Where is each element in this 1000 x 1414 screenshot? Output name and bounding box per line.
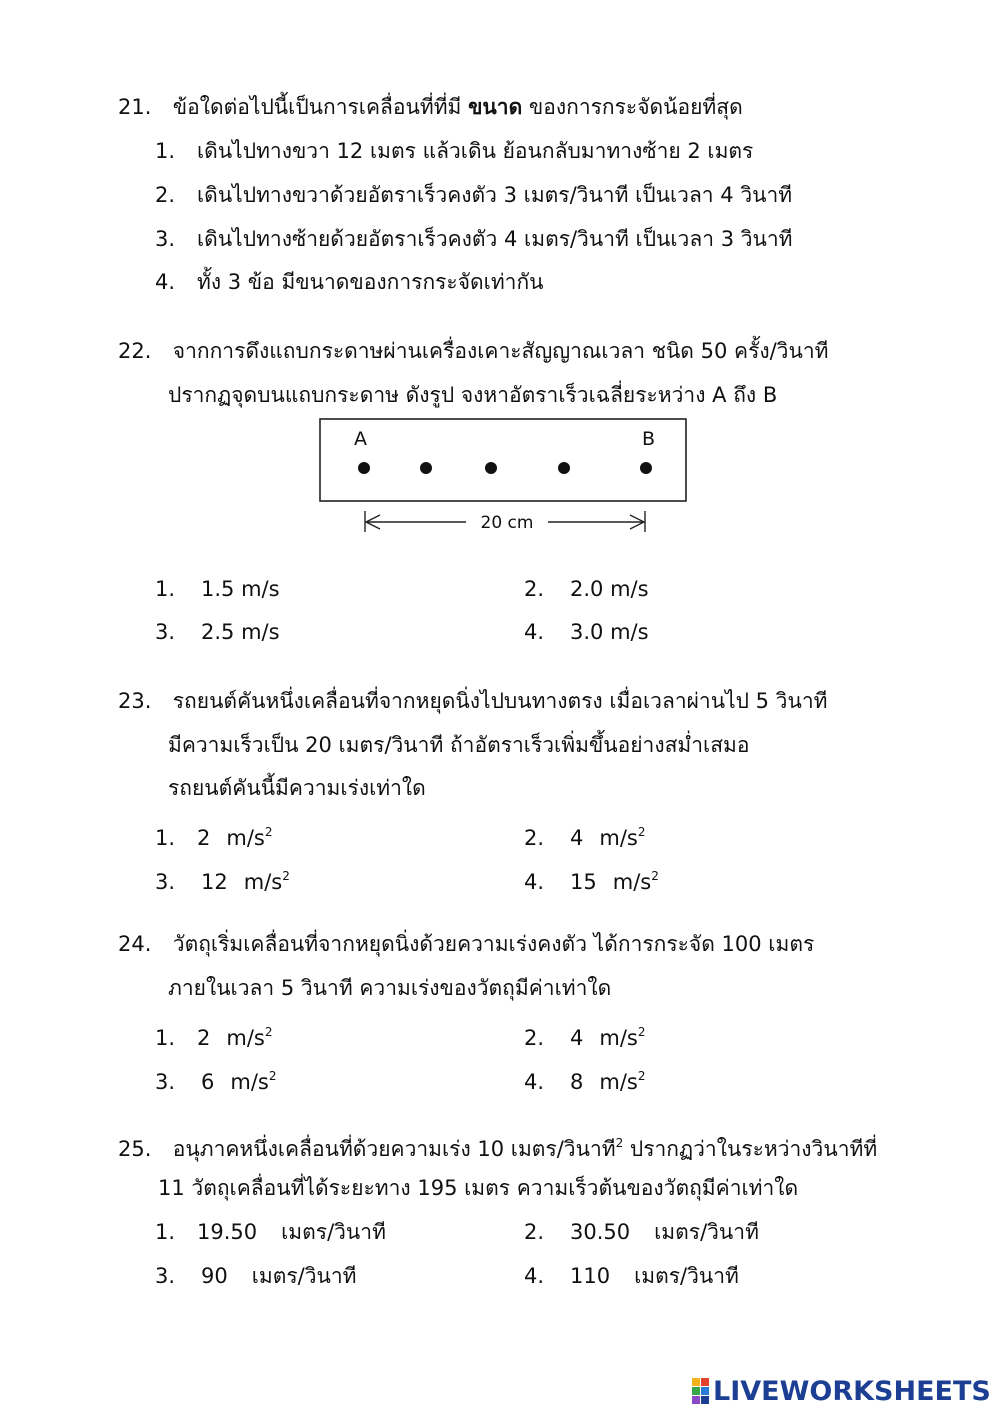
option-number: 2. <box>524 1220 545 1244</box>
question-23-stem <box>118 686 827 716</box>
question-text: รถยนต์คันนี้มีความเร่งเท่าใด <box>168 776 426 800</box>
option-24-2[interactable] <box>524 1017 646 1053</box>
option-22-2[interactable] <box>524 574 649 604</box>
option-exponent: 2 <box>637 1025 646 1039</box>
option-21-4[interactable] <box>155 267 544 297</box>
question-text: ปรากฏจุดบนแถบกระดาษ ดังรูป จงหาอัตราเร็วเฉลี่ยระหว่าง A ถึง B <box>168 383 778 407</box>
option-value: 4 <box>570 1026 584 1050</box>
option-value: 90 <box>201 1264 228 1288</box>
distance-label: 20 cm <box>480 513 534 533</box>
option-unit: m/s <box>226 1026 265 1050</box>
option-number: 1. <box>155 1026 176 1050</box>
option-value: 2 <box>197 1026 211 1050</box>
question-text: 11 วัตถุเคลื่อนที่ได้ระยะทาง 195 เมตร ความเร็วต้นของวัตถุมีค่าเท่าใด <box>158 1176 799 1200</box>
option-text: 1.5 m/s <box>201 577 280 601</box>
option-number: 3. <box>155 870 176 894</box>
tape-dot <box>358 462 370 474</box>
question-number: 25. <box>118 1137 152 1161</box>
option-unit: เมตร/วินาที <box>281 1220 386 1244</box>
logo-block <box>701 1378 709 1386</box>
option-exponent: 2 <box>637 825 646 839</box>
option-exponent: 2 <box>651 869 659 883</box>
option-value: 30.50 <box>570 1220 631 1244</box>
tape-dot <box>640 462 652 474</box>
option-number: 2. <box>524 826 545 850</box>
option-22-4[interactable] <box>524 617 649 647</box>
option-number: 1. <box>155 826 176 850</box>
logo-block <box>692 1378 700 1386</box>
question-text: จากการดึงแถบกระดาษผ่านเครื่องเคาะสัญญาณเวลา ชนิด 50 ครั้ง/วินาที <box>172 339 829 363</box>
option-number: 4. <box>155 270 176 294</box>
label-a: A <box>354 428 367 450</box>
option-value: 110 <box>570 1264 611 1288</box>
paper-tape <box>320 419 686 501</box>
option-value: 12 <box>201 870 228 894</box>
option-25-1[interactable] <box>155 1217 386 1247</box>
option-text: เดินไปทางขวาด้วยอัตราเร็วคงตัว 3 เมตร/วินาที เป็นเวลา 4 วินาที <box>197 183 793 207</box>
brand-name: LIVEWORKSHEETS <box>713 1375 991 1407</box>
tape-dot <box>485 462 497 474</box>
option-unit: m/s <box>612 870 652 894</box>
option-number: 4. <box>524 1070 545 1094</box>
option-23-3[interactable] <box>155 861 290 897</box>
question-21-stem <box>118 92 743 122</box>
question-text: รถยนต์คันหนึ่งเคลื่อนที่จากหยุดนิ่งไปบนทางตรง เมื่อเวลาผ่านไป 5 วินาที <box>172 689 828 713</box>
ticker-tape-diagram <box>318 418 690 540</box>
option-unit: เมตร/วินาที <box>654 1220 759 1244</box>
option-exponent: 2 <box>282 869 290 883</box>
option-value: 8 <box>570 1070 584 1094</box>
question-number: 21. <box>118 95 152 119</box>
option-number: 3. <box>155 1264 176 1288</box>
option-24-1[interactable] <box>155 1017 273 1053</box>
question-22-stem-line-2 <box>168 380 777 410</box>
option-21-2[interactable] <box>155 180 792 210</box>
option-number: 4. <box>524 620 545 644</box>
tape-dot <box>558 462 570 474</box>
option-23-1[interactable] <box>155 817 273 853</box>
option-text: ทั้ง 3 ข้อ มีขนาดของการกระจัดเท่ากัน <box>197 270 544 294</box>
question-text: ภายในเวลา 5 วินาที ความเร่งของวัตถุมีค่าเท่าใด <box>168 976 612 1000</box>
option-22-3[interactable] <box>155 617 280 647</box>
question-text: ข้อใดต่อไปนี้เป็นการเคลื่อนที่ที่มี <box>172 95 462 119</box>
question-text: อนุภาคหนึ่งเคลื่อนที่ด้วยความเร่ง 10 เมตร/วินาที <box>172 1137 616 1161</box>
option-23-2[interactable] <box>524 817 646 853</box>
option-number: 3. <box>155 1070 176 1094</box>
option-unit: เมตร/วินาที <box>634 1264 739 1288</box>
option-number: 2. <box>524 1026 545 1050</box>
logo-blocks-icon <box>692 1378 709 1404</box>
option-unit: เมตร/วินาที <box>251 1264 357 1288</box>
option-unit: m/s <box>599 1026 638 1050</box>
option-25-3[interactable] <box>155 1261 357 1291</box>
option-number: 4. <box>524 1264 545 1288</box>
option-exponent: 2 <box>268 1069 277 1083</box>
logo-block <box>701 1387 709 1395</box>
emphasis-text: ขนาด <box>468 95 523 119</box>
question-number: 24. <box>118 932 152 956</box>
question-22-stem <box>118 336 828 366</box>
option-value: 15 <box>570 870 597 894</box>
option-21-3[interactable] <box>155 224 793 254</box>
question-24-stem-line-2 <box>168 973 611 1003</box>
option-value: 19.50 <box>197 1220 258 1244</box>
option-25-2[interactable] <box>524 1217 759 1247</box>
label-b: B <box>642 428 656 450</box>
option-exponent: 2 <box>264 1025 273 1039</box>
question-text: ปรากฏว่าในระหว่างวินาทีที่ <box>629 1137 878 1161</box>
option-text: 2.0 m/s <box>570 577 649 601</box>
option-unit: m/s <box>230 1070 269 1094</box>
option-text: เดินไปทางซ้ายด้วยอัตราเร็วคงตัว 4 เมตร/วินาที เป็นเวลา 3 วินาที <box>197 227 793 251</box>
question-24-stem <box>118 929 814 959</box>
question-text: มีความเร็วเป็น 20 เมตร/วินาที ถ้าอัตราเร็วเพิ่มขึ้นอย่างสม่ำเสมอ <box>168 733 750 757</box>
logo-block <box>692 1396 700 1404</box>
liveworksheets-logo[interactable] <box>692 1376 991 1406</box>
option-number: 1. <box>155 1220 176 1244</box>
question-number: 22. <box>118 339 152 363</box>
question-23-stem-line-2 <box>168 730 750 760</box>
tape-dot <box>420 462 432 474</box>
option-unit: m/s <box>226 826 265 850</box>
logo-block <box>692 1387 700 1395</box>
question-25-stem <box>118 1128 877 1164</box>
option-text: เดินไปทางขวา 12 เมตร แล้วเดิน ย้อนกลับมาทางซ้าย 2 เมตร <box>197 139 754 163</box>
option-24-3[interactable] <box>155 1061 277 1097</box>
option-text: 3.0 m/s <box>570 620 649 644</box>
option-number: 3. <box>155 620 176 644</box>
option-21-1[interactable] <box>155 136 753 166</box>
exponent: 2 <box>615 1136 624 1150</box>
option-unit: m/s <box>243 870 283 894</box>
option-22-1[interactable] <box>155 574 280 604</box>
option-exponent: 2 <box>637 1069 646 1083</box>
option-24-4[interactable] <box>524 1061 646 1097</box>
logo-block <box>701 1396 709 1404</box>
option-exponent: 2 <box>264 825 273 839</box>
question-text: วัตถุเริ่มเคลื่อนที่จากหยุดนิ่งด้วยความเร่งคงตัว ได้การกระจัด 100 เมตร <box>172 932 815 956</box>
option-number: 2. <box>524 577 545 601</box>
option-number: 1. <box>155 577 176 601</box>
option-unit: m/s <box>599 1070 638 1094</box>
option-value: 4 <box>570 826 584 850</box>
option-number: 2. <box>155 183 176 207</box>
option-value: 2 <box>197 826 211 850</box>
question-23-stem-line-3 <box>168 773 426 803</box>
option-25-4[interactable] <box>524 1261 739 1291</box>
question-text: ของการกระจัดน้อยที่สุด <box>528 95 743 119</box>
option-number: 4. <box>524 870 545 894</box>
question-number: 23. <box>118 689 152 713</box>
option-value: 6 <box>201 1070 215 1094</box>
option-number: 3. <box>155 227 176 251</box>
option-number: 1. <box>155 139 176 163</box>
option-unit: m/s <box>599 826 638 850</box>
option-23-4[interactable] <box>524 861 659 897</box>
option-text: 2.5 m/s <box>201 620 280 644</box>
question-25-stem-line-2 <box>158 1173 798 1203</box>
